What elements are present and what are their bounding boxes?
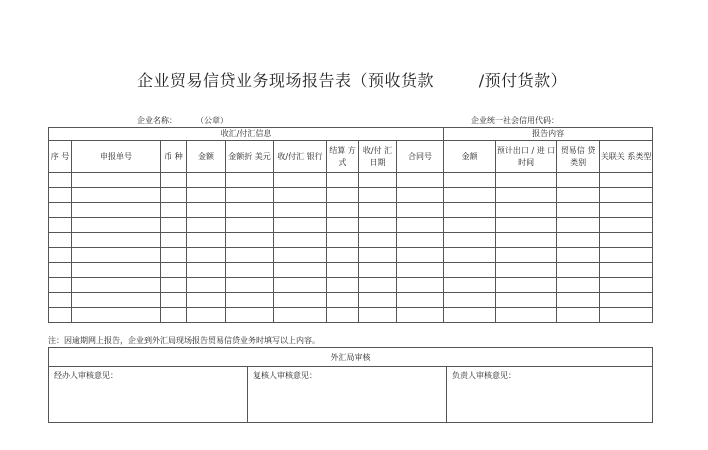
column-header: 申报单号 (72, 141, 161, 173)
table-row (49, 278, 653, 293)
table-row (49, 248, 653, 263)
table-cell[interactable] (600, 218, 653, 233)
table-cell[interactable] (274, 173, 327, 188)
table-cell[interactable] (397, 278, 444, 293)
table-cell[interactable] (187, 263, 226, 278)
table-cell[interactable] (327, 293, 359, 308)
table-cell[interactable] (72, 173, 161, 188)
column-header: 合同号 (397, 141, 444, 173)
table-cell[interactable] (49, 188, 72, 203)
principal-opinion-label: 负责人审核意见： (452, 371, 516, 380)
table-cell[interactable] (557, 233, 600, 248)
table-cell[interactable] (359, 203, 397, 218)
table-cell[interactable] (72, 293, 161, 308)
table-cell[interactable] (600, 263, 653, 278)
table-cell[interactable] (187, 308, 226, 323)
table-body (49, 173, 653, 323)
table-cell[interactable] (49, 278, 72, 293)
table-cell[interactable] (397, 263, 444, 278)
table-cell[interactable] (226, 248, 274, 263)
table-cell[interactable] (327, 173, 359, 188)
table-cell[interactable] (496, 233, 557, 248)
principal-opinion-cell[interactable] (447, 367, 653, 423)
table-cell[interactable] (226, 278, 274, 293)
table-cell[interactable] (72, 233, 161, 248)
table-cell[interactable] (72, 188, 161, 203)
table-row (49, 218, 653, 233)
table-cell[interactable] (72, 203, 161, 218)
credit-code-label: 企业统一社会信用代码： (471, 116, 559, 125)
table-cell[interactable] (600, 173, 653, 188)
table-cell[interactable] (444, 188, 496, 203)
column-header: 结算 方式 (327, 141, 359, 173)
reviewer-opinion-label: 复核人审核意见： (253, 371, 317, 380)
table-cell[interactable] (161, 263, 187, 278)
table-cell[interactable] (274, 263, 327, 278)
table-cell[interactable] (359, 188, 397, 203)
table-cell[interactable] (161, 173, 187, 188)
table-row (49, 308, 653, 323)
table-cell[interactable] (444, 218, 496, 233)
report-table (48, 127, 653, 323)
table-cell[interactable] (327, 203, 359, 218)
table-cell[interactable] (187, 173, 226, 188)
table-cell[interactable] (444, 203, 496, 218)
table-cell[interactable] (49, 173, 72, 188)
table-cell[interactable] (496, 293, 557, 308)
review-title: 外汇局审核 (49, 348, 653, 367)
table-cell[interactable] (49, 233, 72, 248)
table-cell[interactable] (161, 218, 187, 233)
table-cell[interactable] (557, 278, 600, 293)
table-cell[interactable] (226, 203, 274, 218)
table-cell[interactable] (359, 263, 397, 278)
table-cell[interactable] (496, 278, 557, 293)
table-cell[interactable] (187, 218, 226, 233)
table-cell[interactable] (600, 203, 653, 218)
table-cell[interactable] (274, 248, 327, 263)
table-cell[interactable] (187, 188, 226, 203)
table-cell[interactable] (496, 173, 557, 188)
column-header: 收/付汇 银行 (274, 141, 327, 173)
table-cell[interactable] (600, 188, 653, 203)
company-name-label: 企业名称： (137, 116, 177, 125)
table-cell[interactable] (359, 278, 397, 293)
table-cell[interactable] (557, 308, 600, 323)
table-cell[interactable] (72, 248, 161, 263)
table-cell[interactable] (397, 233, 444, 248)
table-cell[interactable] (274, 203, 327, 218)
table-cell[interactable] (187, 203, 226, 218)
table-cell[interactable] (444, 263, 496, 278)
footnote: 注：因逾期网上报告，企业到外汇局现场报告贸易信贷业务时填写以上内容。 (48, 336, 320, 345)
table-cell[interactable] (397, 248, 444, 263)
table-cell[interactable] (496, 218, 557, 233)
table-cell[interactable] (274, 218, 327, 233)
column-header: 序 号 (49, 141, 72, 173)
table-row (49, 233, 653, 248)
table-cell[interactable] (226, 173, 274, 188)
table-cell[interactable] (161, 233, 187, 248)
table-cell[interactable] (327, 278, 359, 293)
table-cell[interactable] (359, 233, 397, 248)
review-table (48, 347, 653, 423)
table-cell[interactable] (327, 218, 359, 233)
table-cell[interactable] (557, 293, 600, 308)
table-cell[interactable] (397, 203, 444, 218)
table-cell[interactable] (397, 308, 444, 323)
table-cell[interactable] (600, 278, 653, 293)
table-cell[interactable] (226, 233, 274, 248)
column-header: 关联关 系类型 (600, 141, 653, 173)
table-cell[interactable] (327, 308, 359, 323)
table-cell[interactable] (49, 308, 72, 323)
table-cell[interactable] (444, 293, 496, 308)
table-cell[interactable] (187, 233, 226, 248)
table-cell[interactable] (397, 188, 444, 203)
table-cell[interactable] (359, 248, 397, 263)
table-cell[interactable] (444, 308, 496, 323)
table-cell[interactable] (72, 308, 161, 323)
table-cell[interactable] (397, 218, 444, 233)
table-cell[interactable] (161, 188, 187, 203)
table-cell[interactable] (161, 278, 187, 293)
table-cell[interactable] (496, 308, 557, 323)
table-cell[interactable] (444, 248, 496, 263)
table-cell[interactable] (274, 293, 327, 308)
table-cell[interactable] (274, 233, 327, 248)
table-row (49, 173, 653, 188)
table-cell[interactable] (49, 248, 72, 263)
table-cell[interactable] (327, 188, 359, 203)
table-cell[interactable] (72, 263, 161, 278)
table-cell[interactable] (274, 188, 327, 203)
table-cell[interactable] (600, 248, 653, 263)
column-header: 收/付 汇 日期 (359, 141, 397, 173)
table-cell[interactable] (496, 203, 557, 218)
table-row (49, 188, 653, 203)
column-header: 金额 (444, 141, 496, 173)
table-cell[interactable] (557, 173, 600, 188)
table-cell[interactable] (327, 248, 359, 263)
table-cell[interactable] (226, 293, 274, 308)
table-cell[interactable] (72, 278, 161, 293)
table-cell[interactable] (327, 263, 359, 278)
seal-label: （公章） (196, 116, 228, 125)
table-cell[interactable] (226, 188, 274, 203)
table-cell[interactable] (161, 293, 187, 308)
table-cell[interactable] (359, 173, 397, 188)
table-cell[interactable] (496, 263, 557, 278)
table-cell[interactable] (359, 293, 397, 308)
table-cell[interactable] (161, 203, 187, 218)
table-cell[interactable] (49, 203, 72, 218)
table-row (49, 293, 653, 308)
table-cell[interactable] (187, 248, 226, 263)
table-cell[interactable] (226, 218, 274, 233)
table-cell[interactable] (274, 278, 327, 293)
table-cell[interactable] (600, 233, 653, 248)
table-cell[interactable] (557, 248, 600, 263)
column-header: 金额折 美元 (226, 141, 274, 173)
table-cell[interactable] (444, 173, 496, 188)
column-header: 贸易信 贷类别 (557, 141, 600, 173)
table-cell[interactable] (557, 188, 600, 203)
table-cell[interactable] (49, 218, 72, 233)
column-header: 预计出口 / 进 口时间 (496, 141, 557, 173)
table-cell[interactable] (49, 263, 72, 278)
column-header: 金额 (187, 141, 226, 173)
table-row (49, 263, 653, 278)
table-cell[interactable] (397, 173, 444, 188)
table-cell[interactable] (72, 218, 161, 233)
table-cell[interactable] (327, 233, 359, 248)
table-cell[interactable] (444, 233, 496, 248)
table-cell[interactable] (557, 263, 600, 278)
table-cell[interactable] (557, 218, 600, 233)
table-cell[interactable] (359, 218, 397, 233)
table-cell[interactable] (49, 293, 72, 308)
table-cell[interactable] (600, 293, 653, 308)
table-cell[interactable] (161, 308, 187, 323)
table-cell[interactable] (496, 188, 557, 203)
group-header-collect-pay: 收汇/付汇信息 (49, 128, 444, 141)
group-header-report-content: 报告内容 (444, 128, 653, 141)
handler-opinion-label: 经办人审核意见： (54, 371, 118, 380)
table-cell[interactable] (226, 308, 274, 323)
table-cell[interactable] (187, 278, 226, 293)
table-cell[interactable] (557, 203, 600, 218)
table-cell[interactable] (359, 308, 397, 323)
table-cell[interactable] (274, 308, 327, 323)
reviewer-opinion-cell[interactable] (248, 367, 447, 423)
table-row (49, 203, 653, 218)
table-cell[interactable] (600, 308, 653, 323)
table-cell[interactable] (444, 278, 496, 293)
table-cell[interactable] (187, 293, 226, 308)
table-cell[interactable] (496, 248, 557, 263)
handler-opinion-cell[interactable] (49, 367, 248, 423)
table-cell[interactable] (161, 248, 187, 263)
column-header-row (49, 141, 653, 173)
table-cell[interactable] (397, 293, 444, 308)
table-cell[interactable] (226, 263, 274, 278)
column-header: 币 种 (161, 141, 187, 173)
